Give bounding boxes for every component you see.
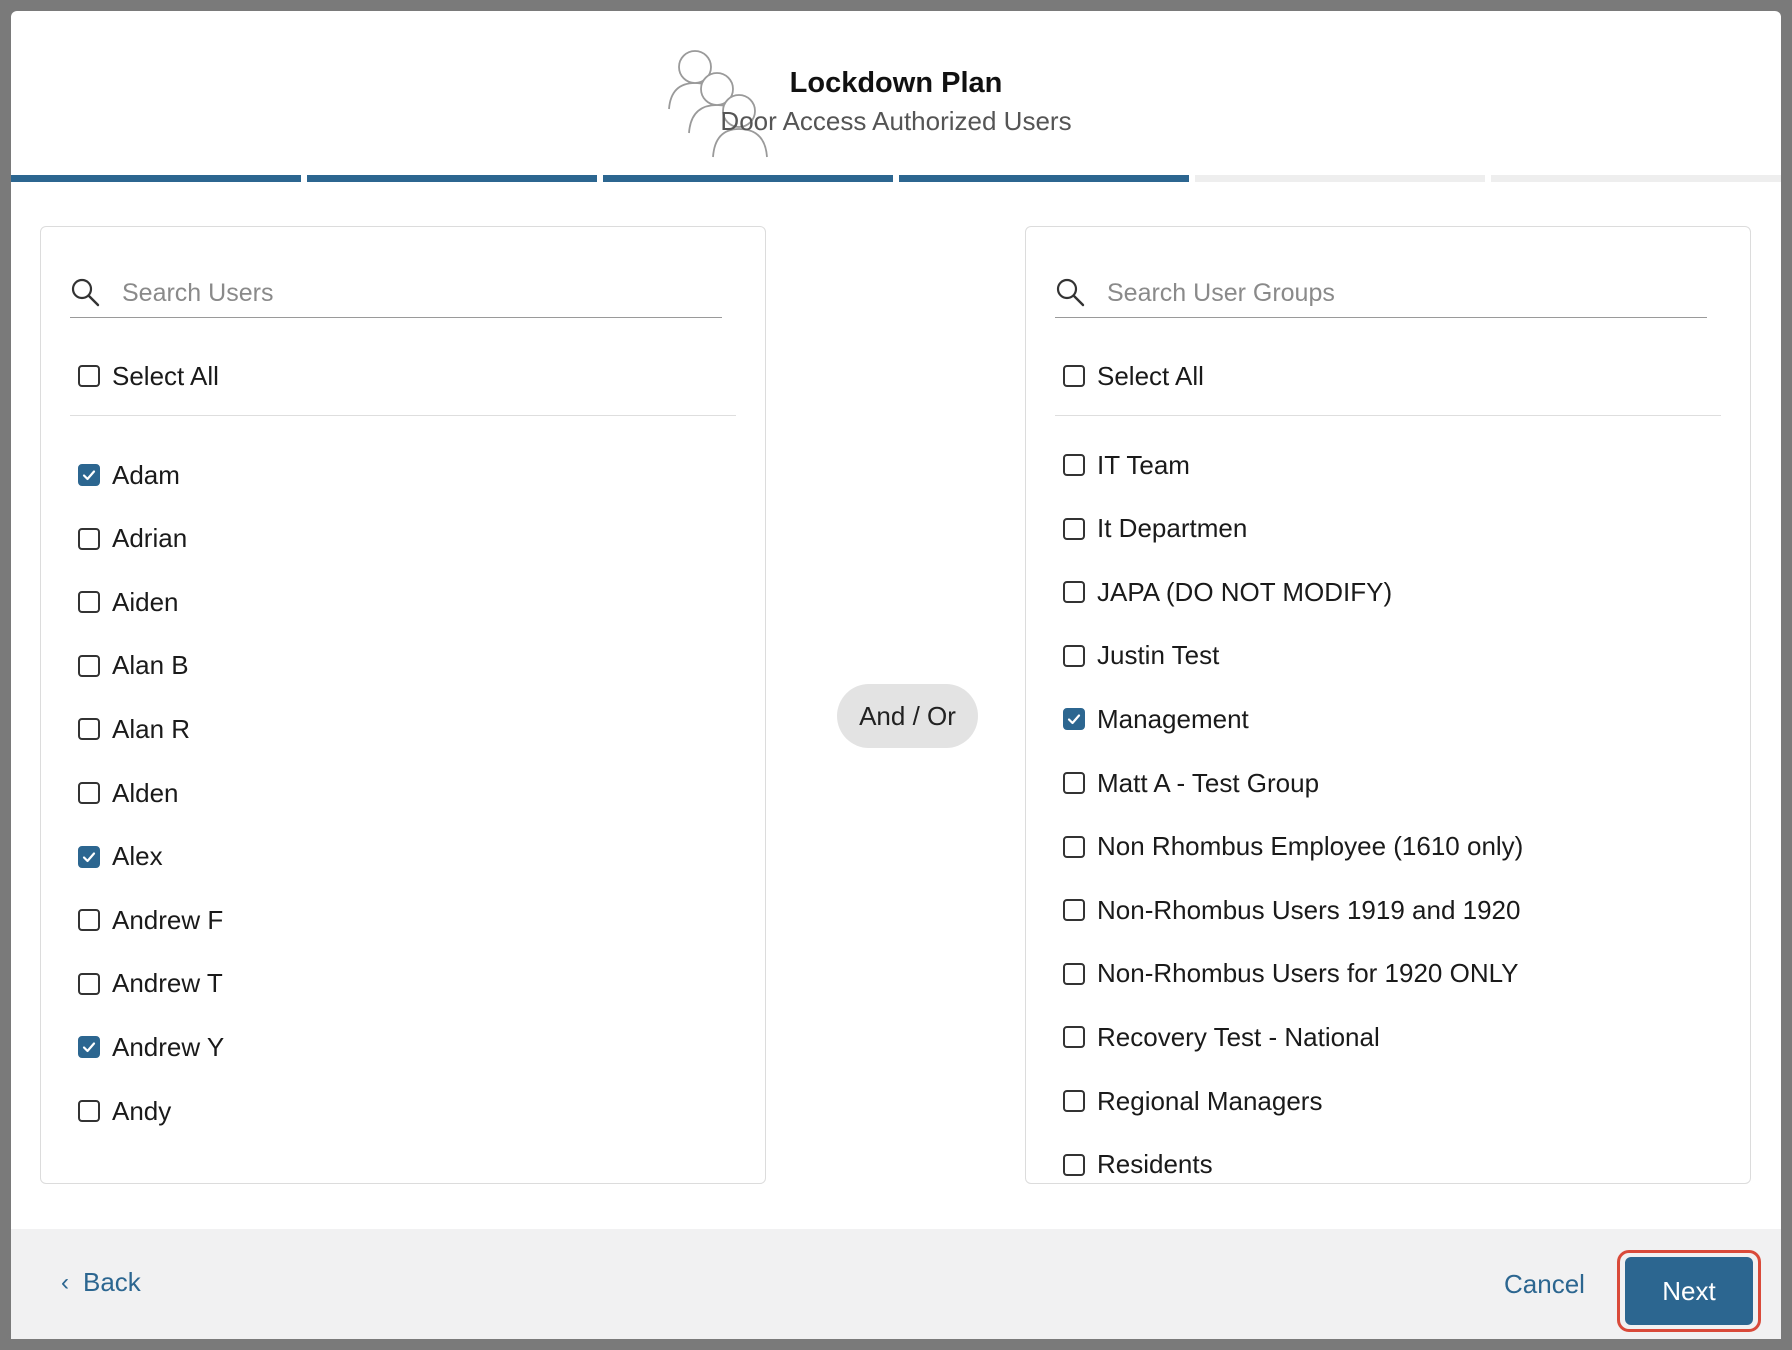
group-list-item-label: JAPA (DO NOT MODIFY) [1097, 576, 1393, 607]
user-list-item-label: Adam [112, 459, 180, 490]
group-list-item[interactable] [1055, 447, 1190, 483]
user-list-item-label: Alan B [112, 650, 189, 681]
checkbox-checked[interactable] [78, 846, 100, 868]
checkbox[interactable] [78, 365, 100, 387]
back-label: Back [83, 1267, 141, 1297]
checkbox[interactable] [78, 973, 100, 995]
group-list-item[interactable] [1055, 892, 1520, 928]
group-list-item-label: Recovery Test - National [1097, 1021, 1380, 1052]
check-icon [81, 1039, 97, 1055]
user-groups-select-all [1055, 335, 1721, 416]
cancel-button[interactable]: Cancel [1504, 1269, 1585, 1299]
users-select-all [70, 335, 736, 416]
group-list-item-label: Non-Rhombus Users for 1920 ONLY [1097, 958, 1519, 989]
group-list-item[interactable] [1055, 638, 1219, 674]
and-or-toggle[interactable]: And / Or [837, 684, 978, 748]
group-list-item-label: Non-Rhombus Users 1919 and 1920 [1097, 894, 1521, 925]
users-panel [40, 226, 766, 1184]
modal-footer [11, 1229, 1781, 1339]
user-list-item[interactable] [70, 648, 189, 684]
user-groups-list [1055, 447, 1721, 1180]
user-list-item[interactable] [70, 711, 190, 747]
group-list-item[interactable] [1055, 511, 1247, 547]
progress-step [603, 175, 893, 182]
user-list-item[interactable] [70, 1029, 224, 1065]
user-list-item-label: Andrew Y [112, 1031, 225, 1062]
checkbox[interactable] [1063, 1090, 1085, 1112]
checkbox[interactable] [78, 528, 100, 550]
checkbox[interactable] [1063, 963, 1085, 985]
checkbox-checked[interactable] [78, 464, 100, 486]
step-progress-bar [11, 175, 1781, 182]
page-subtitle: Door Access Authorized Users [720, 106, 1072, 136]
checkbox[interactable] [78, 718, 100, 740]
checkbox[interactable] [78, 1100, 100, 1122]
page-title: Lockdown Plan [789, 67, 1003, 99]
users-search-input[interactable] [70, 272, 722, 318]
user-groups-search-placeholder: Search User Groups [1107, 279, 1335, 307]
group-list-item[interactable] [1055, 701, 1249, 737]
user-list-item[interactable] [70, 839, 163, 875]
next-button[interactable]: Next [1625, 1257, 1753, 1325]
search-icon [1055, 277, 1085, 307]
checkbox[interactable] [1063, 1154, 1085, 1176]
group-list-item-label: IT Team [1097, 449, 1190, 480]
checkbox[interactable] [1063, 454, 1085, 476]
user-list-item[interactable] [70, 457, 180, 493]
users-search-placeholder: Search Users [122, 279, 274, 307]
group-list-item-label: Matt A - Test Group [1097, 767, 1320, 798]
group-list-item-label: Non Rhombus Employee (1610 only) [1097, 831, 1524, 862]
select-all-label: Select All [112, 360, 219, 391]
checkbox[interactable] [78, 782, 100, 804]
progress-step [11, 175, 301, 182]
search-icon [70, 277, 100, 307]
user-groups-panel [1025, 226, 1751, 1184]
users-list [70, 447, 736, 1157]
select-all-groups-checkbox[interactable] [1055, 358, 1204, 394]
group-list-item[interactable] [1055, 765, 1319, 801]
back-button[interactable] [61, 1267, 141, 1298]
checkbox[interactable] [1063, 365, 1085, 387]
checkbox[interactable] [78, 655, 100, 677]
group-list-item[interactable] [1055, 829, 1523, 865]
checkbox[interactable] [1063, 772, 1085, 794]
group-list-item[interactable] [1055, 1019, 1380, 1055]
user-list-item-label: Alden [112, 777, 179, 808]
user-list-item-label: Andy [112, 1095, 172, 1126]
progress-step [1491, 175, 1781, 182]
check-icon [81, 467, 97, 483]
user-list-item[interactable] [70, 775, 179, 811]
progress-step [307, 175, 597, 182]
checkbox[interactable] [1063, 581, 1085, 603]
checkbox[interactable] [1063, 899, 1085, 921]
chevron-left-icon: ‹ [61, 1268, 69, 1296]
user-list-item[interactable] [70, 521, 187, 557]
user-groups-search-input[interactable] [1055, 272, 1707, 318]
checkbox[interactable] [1063, 518, 1085, 540]
checkbox[interactable] [1063, 645, 1085, 667]
user-list-item-label: Andrew T [112, 968, 223, 999]
user-list-item-label: Alex [112, 841, 163, 872]
group-list-item[interactable] [1055, 1147, 1213, 1183]
group-list-item[interactable] [1055, 574, 1392, 610]
group-list-item-label: It Departmen [1097, 513, 1248, 544]
user-list-item-label: Aiden [112, 586, 179, 617]
progress-step [1195, 175, 1485, 182]
check-icon [81, 849, 97, 865]
group-list-item-label: Management [1097, 703, 1249, 734]
checkbox[interactable] [1063, 836, 1085, 858]
group-list-item-label: Regional Managers [1097, 1085, 1323, 1116]
user-list-item-label: Andrew F [112, 904, 224, 935]
checkbox-checked[interactable] [78, 1036, 100, 1058]
user-list-item[interactable] [70, 1093, 171, 1129]
user-list-item[interactable] [70, 584, 179, 620]
modal-header [11, 11, 1781, 181]
group-list-item[interactable] [1055, 956, 1518, 992]
check-icon [1066, 711, 1082, 727]
user-list-item-label: Adrian [112, 523, 188, 554]
modal-dialog [11, 11, 1781, 1339]
checkbox[interactable] [1063, 1026, 1085, 1048]
checkbox[interactable] [78, 909, 100, 931]
group-list-item-label: Residents [1097, 1149, 1213, 1180]
select-all-users-checkbox[interactable] [70, 358, 219, 394]
progress-step [899, 175, 1189, 182]
user-list-item-label: Alan R [112, 713, 191, 744]
group-list-item[interactable] [1055, 1083, 1322, 1119]
user-list-item[interactable] [70, 966, 223, 1002]
checkbox[interactable] [78, 591, 100, 613]
group-list-item-label: Justin Test [1097, 640, 1220, 671]
select-all-label: Select All [1097, 360, 1204, 391]
user-list-item[interactable] [70, 902, 223, 938]
checkbox-checked[interactable] [1063, 708, 1085, 730]
